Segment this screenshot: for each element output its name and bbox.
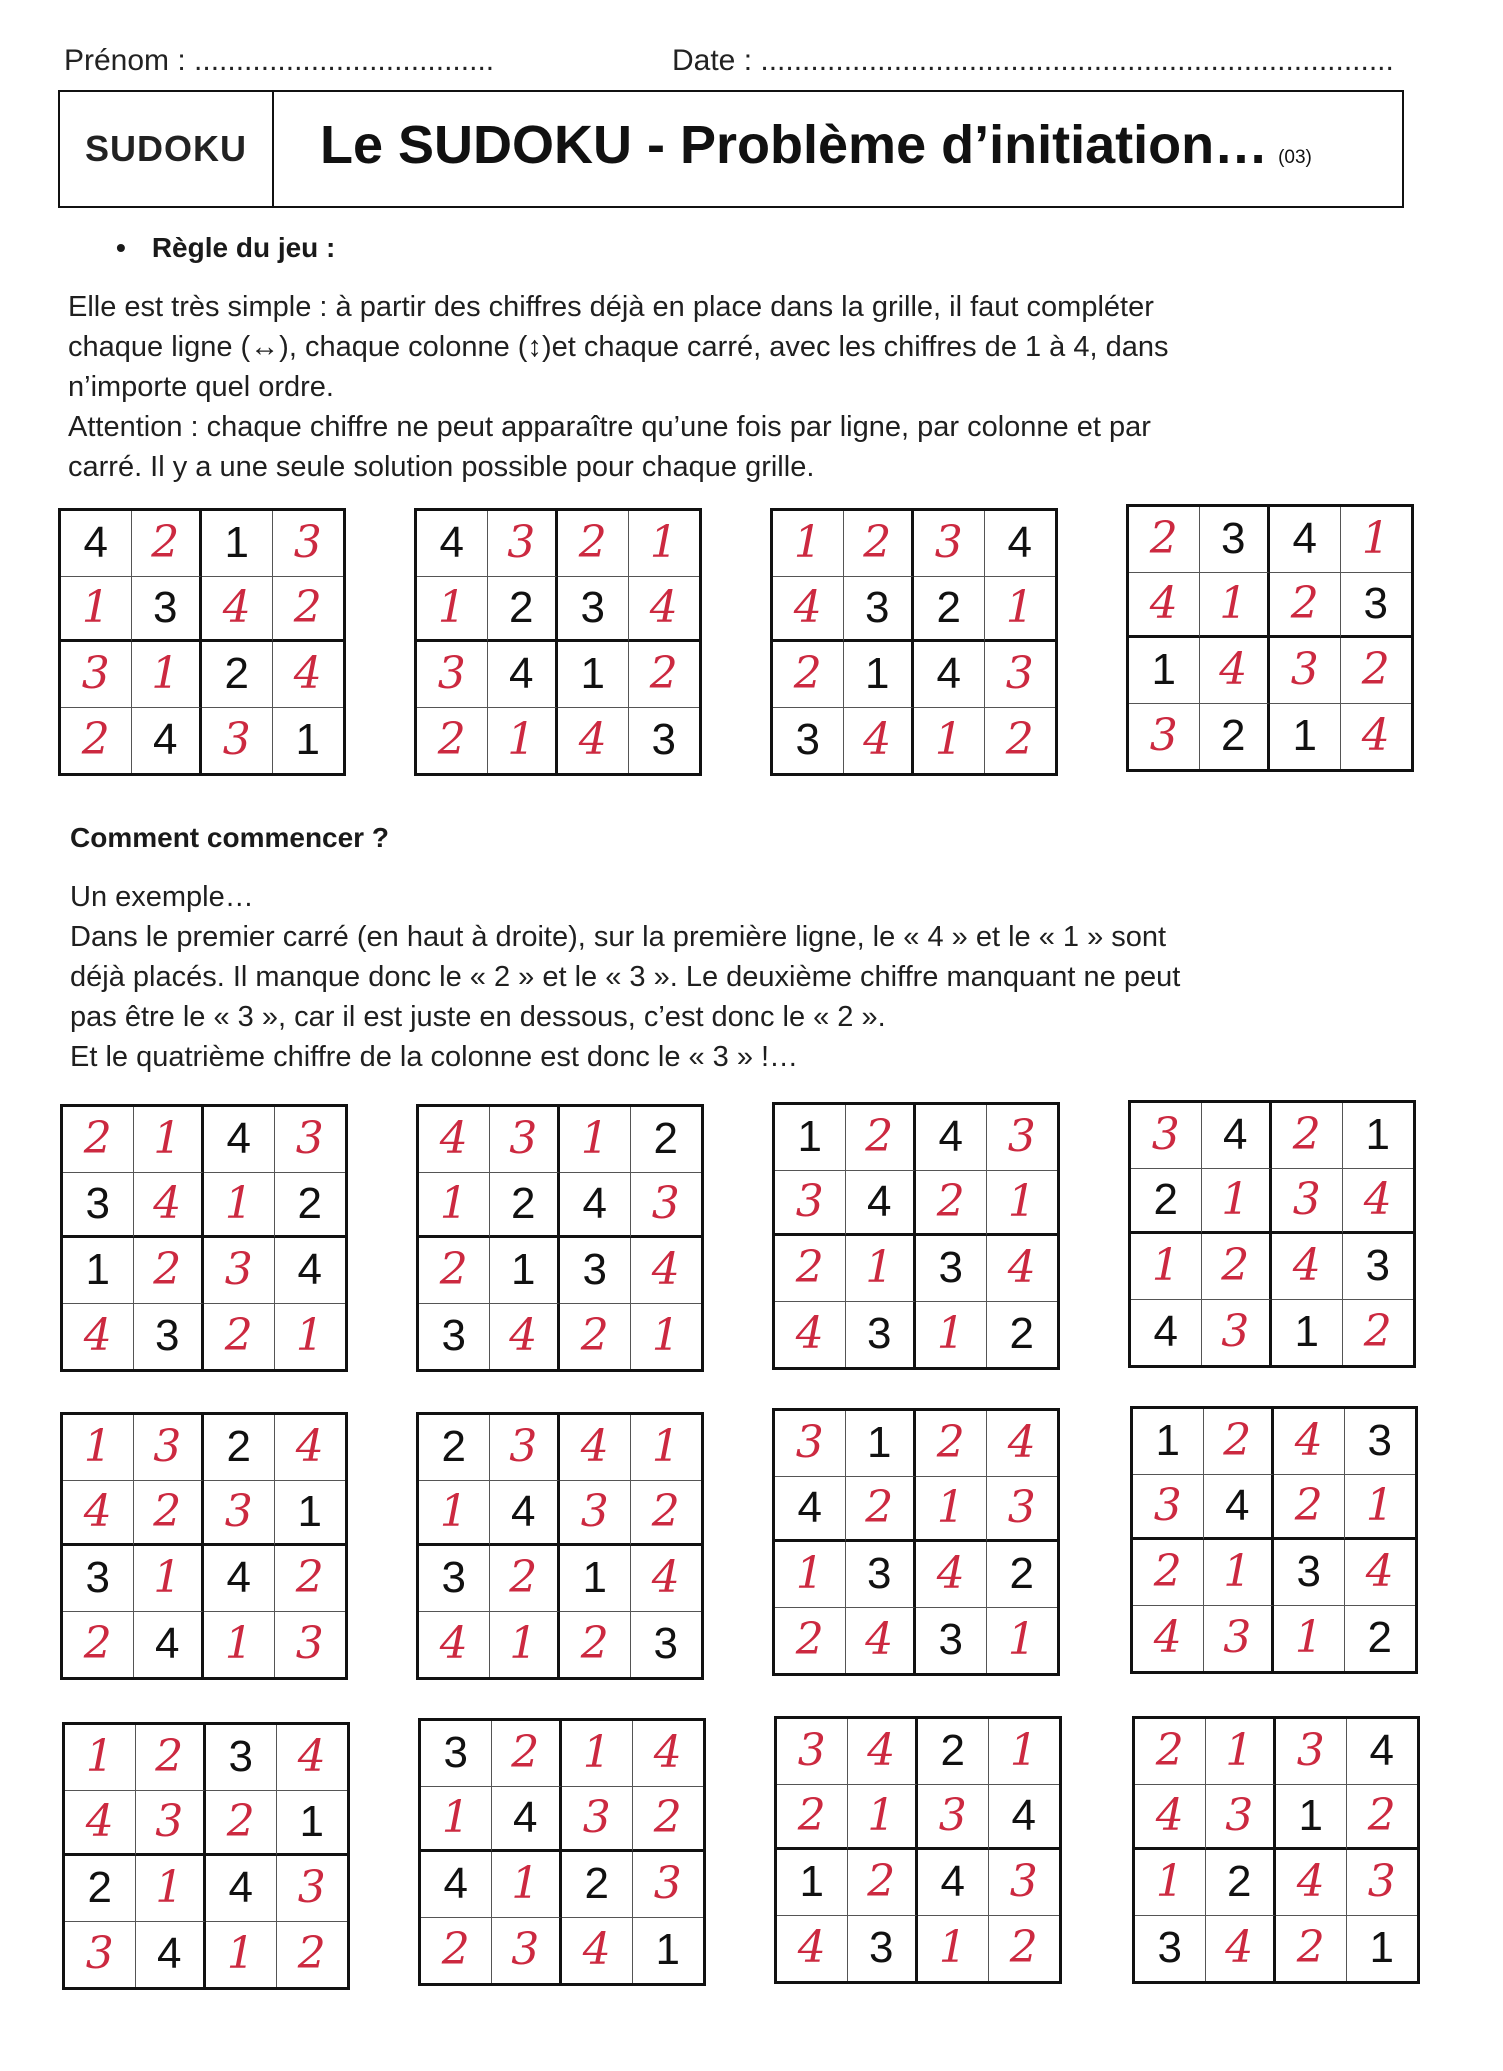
- handwritten-digit-cell[interactable]: 1: [1131, 1234, 1202, 1300]
- handwritten-digit-cell[interactable]: 2: [1202, 1234, 1273, 1300]
- handwritten-digit-cell[interactable]: 4: [1274, 1409, 1345, 1475]
- handwritten-digit-cell[interactable]: 3: [136, 1791, 207, 1857]
- given-digit-cell: 1: [490, 1238, 561, 1304]
- given-digit-cell: 1: [1369, 1923, 1394, 1973]
- handwritten-digit-cell[interactable]: 2: [490, 1546, 561, 1612]
- given-digit-cell: 1: [775, 1105, 846, 1171]
- given-digit-cell: 4: [136, 1922, 207, 1988]
- given-digit-cell: 3: [916, 1608, 987, 1674]
- handwritten-digit-cell[interactable]: 1: [1206, 1719, 1277, 1785]
- given-digit-cell: 4: [1347, 1719, 1418, 1785]
- handwritten-digit-cell[interactable]: 3: [488, 511, 559, 577]
- given-digit-cell: 4: [421, 1852, 492, 1918]
- handwritten-digit-cell[interactable]: 2: [134, 1481, 205, 1547]
- handwritten-digit-cell[interactable]: 2: [492, 1721, 563, 1787]
- handwritten-digit-cell[interactable]: 1: [488, 708, 559, 774]
- handwritten-digit-cell[interactable]: 1: [1135, 1850, 1206, 1916]
- bullet-icon: •: [116, 232, 126, 263]
- handwritten-digit-cell[interactable]: 4: [63, 1481, 134, 1547]
- handwritten-digit-cell[interactable]: 3: [134, 1415, 205, 1481]
- sudoku-grid: [772, 1102, 1060, 1370]
- handwritten-digit-cell[interactable]: 2: [273, 577, 344, 643]
- given-digit-cell: 1: [202, 511, 273, 577]
- handwritten-digit-cell[interactable]: 3: [1206, 1785, 1277, 1851]
- given-digit-cell: 4: [490, 1481, 561, 1547]
- handwritten-digit-cell[interactable]: 3: [417, 642, 488, 708]
- handwritten-digit-cell[interactable]: 4: [846, 1608, 917, 1674]
- handwritten-digit-cell[interactable]: 4: [1272, 1234, 1343, 1300]
- handwritten-digit-cell[interactable]: 2: [1274, 1475, 1345, 1541]
- rules-line: Elle est très simple : à partir des chiffres déjà en place dans la grille, il faut compléter: [68, 291, 1154, 323]
- rules-line: carré. Il y a une seule solution possible pour chaque grille.: [68, 451, 815, 483]
- handwritten-digit-cell[interactable]: 3: [65, 1922, 136, 1988]
- handwritten-digit-cell[interactable]: 2: [297, 1928, 326, 1980]
- given-digit-cell: 2: [1200, 704, 1271, 770]
- handwritten-digit-cell[interactable]: 2: [275, 1546, 346, 1612]
- given-digit-cell: 2: [490, 1173, 561, 1239]
- given-digit-cell: 4: [275, 1238, 346, 1304]
- handwritten-digit-cell[interactable]: 4: [562, 1918, 633, 1984]
- given-digit-cell: 1: [1129, 638, 1200, 704]
- given-digit-cell: 3: [848, 1916, 919, 1982]
- handwritten-digit-cell[interactable]: 1: [916, 1302, 987, 1368]
- handwritten-digit-cell[interactable]: 4: [629, 577, 700, 643]
- start-heading: Comment commencer ?: [70, 822, 389, 853]
- sudoku-grid: [770, 508, 1058, 776]
- handwritten-digit-cell[interactable]: 2: [63, 1612, 134, 1678]
- handwritten-digit-cell[interactable]: 2: [1135, 1719, 1206, 1785]
- handwritten-digit-cell[interactable]: 3: [295, 1618, 324, 1670]
- given-digit-cell: 1: [655, 1925, 680, 1975]
- handwritten-digit-cell[interactable]: 3: [1129, 704, 1200, 770]
- handwritten-digit-cell[interactable]: 3: [1270, 638, 1341, 704]
- given-digit-cell: 3: [1345, 1409, 1416, 1475]
- handwritten-digit-cell[interactable]: 3: [273, 511, 344, 577]
- sudoku-grid: [1130, 1406, 1418, 1674]
- title-box: [58, 90, 1404, 208]
- handwritten-digit-cell[interactable]: 3: [1204, 1606, 1275, 1672]
- handwritten-digit-cell[interactable]: 1: [421, 1787, 492, 1853]
- handwritten-digit-cell[interactable]: 4: [775, 1302, 846, 1368]
- handwritten-digit-cell[interactable]: 2: [419, 1238, 490, 1304]
- handwritten-digit-cell[interactable]: 2: [846, 1105, 917, 1171]
- handwritten-digit-cell[interactable]: 3: [918, 1785, 989, 1851]
- sudoku-grid: [414, 508, 702, 776]
- handwritten-digit-cell[interactable]: 3: [490, 1107, 561, 1173]
- handwritten-digit-cell[interactable]: 4: [273, 642, 344, 708]
- handwritten-digit-cell[interactable]: 3: [202, 708, 273, 774]
- handwritten-digit-cell[interactable]: 4: [1200, 638, 1271, 704]
- given-digit-cell: 3: [63, 1546, 134, 1612]
- rules-heading: [116, 232, 335, 264]
- prenom-label: Prénom : ....................................: [64, 44, 495, 77]
- sudoku-grid: [1126, 504, 1414, 772]
- handwritten-digit-cell[interactable]: 2: [916, 1411, 987, 1477]
- given-digit-cell: 3: [773, 708, 844, 774]
- handwritten-digit-cell[interactable]: 3: [987, 1105, 1058, 1171]
- handwritten-digit-cell[interactable]: 1: [985, 577, 1056, 643]
- given-digit-cell: 4: [488, 642, 559, 708]
- given-digit-cell: 2: [65, 1856, 136, 1922]
- handwritten-digit-cell[interactable]: 1: [492, 1852, 563, 1918]
- handwritten-digit-cell[interactable]: 3: [1276, 1719, 1347, 1785]
- start-line: Un exemple…: [70, 881, 254, 913]
- handwritten-digit-cell[interactable]: 2: [417, 708, 488, 774]
- worksheet-number: (03): [1278, 147, 1312, 168]
- handwritten-digit-cell[interactable]: 4: [1345, 1540, 1416, 1606]
- start-line: déjà placés. Il manque donc le « 2 » et le « 3 ». Le deuxième chiffre manquant ne peut: [70, 961, 1181, 993]
- handwritten-digit-cell[interactable]: 1: [916, 1477, 987, 1543]
- sudoku-grid: [1132, 1716, 1420, 1984]
- handwritten-digit-cell[interactable]: 3: [1347, 1850, 1418, 1916]
- given-digit-cell: 4: [61, 511, 132, 577]
- given-digit-cell: 2: [987, 1542, 1058, 1608]
- handwritten-digit-cell[interactable]: 1: [1200, 573, 1271, 639]
- given-digit-cell: 4: [989, 1785, 1060, 1851]
- handwritten-digit-cell[interactable]: 2: [421, 1918, 492, 1984]
- given-digit-cell: 4: [914, 642, 985, 708]
- rules-line: n’importe quel ordre.: [68, 371, 334, 403]
- given-digit-cell: 3: [421, 1721, 492, 1787]
- handwritten-digit-cell[interactable]: 4: [202, 577, 273, 643]
- handwritten-digit-cell[interactable]: 4: [848, 1719, 919, 1785]
- sudoku-grid: [62, 1722, 350, 1990]
- handwritten-digit-cell[interactable]: 2: [1363, 1306, 1392, 1358]
- handwritten-digit-cell[interactable]: 1: [560, 1107, 631, 1173]
- handwritten-digit-cell[interactable]: 4: [65, 1791, 136, 1857]
- handwritten-digit-cell[interactable]: 2: [1347, 1785, 1418, 1851]
- handwritten-digit-cell[interactable]: 1: [134, 1546, 205, 1612]
- sudoku-grid: [58, 508, 346, 776]
- handwritten-digit-cell[interactable]: 2: [63, 1107, 134, 1173]
- handwritten-digit-cell[interactable]: 1: [204, 1612, 275, 1678]
- given-digit-cell: 2: [562, 1852, 633, 1918]
- rules-text: [68, 287, 1413, 487]
- given-digit-cell: 3: [419, 1546, 490, 1612]
- handwritten-digit-cell[interactable]: 1: [1345, 1475, 1416, 1541]
- handwritten-digit-cell[interactable]: 4: [844, 708, 915, 774]
- handwritten-digit-cell[interactable]: 1: [989, 1719, 1060, 1785]
- handwritten-digit-cell[interactable]: 1: [1202, 1169, 1273, 1235]
- handwritten-digit-cell[interactable]: 2: [1270, 573, 1341, 639]
- start-line: Dans le premier carré (en haut à droite), sur la première ligne, le « 4 » et le « 1 » sont: [70, 921, 1167, 953]
- handwritten-digit-cell[interactable]: 1: [651, 1310, 680, 1362]
- rules-heading-text: Règle du jeu :: [151, 232, 336, 263]
- handwritten-digit-cell[interactable]: 2: [846, 1477, 917, 1543]
- handwritten-digit-cell[interactable]: 1: [914, 708, 985, 774]
- handwritten-digit-cell[interactable]: 2: [844, 511, 915, 577]
- handwritten-digit-cell[interactable]: 3: [61, 642, 132, 708]
- prenom-field[interactable]: [64, 44, 494, 78]
- handwritten-digit-cell[interactable]: 3: [277, 1856, 348, 1922]
- handwritten-digit-cell[interactable]: 3: [914, 511, 985, 577]
- handwritten-digit-cell[interactable]: 4: [419, 1612, 490, 1678]
- handwritten-digit-cell[interactable]: 4: [987, 1236, 1058, 1302]
- handwritten-digit-cell[interactable]: 3: [1272, 1169, 1343, 1235]
- handwritten-digit-cell[interactable]: 4: [1133, 1606, 1204, 1672]
- given-digit-cell: 3: [1343, 1234, 1414, 1300]
- handwritten-digit-cell[interactable]: 2: [631, 1481, 702, 1547]
- given-digit-cell: 4: [132, 708, 203, 774]
- handwritten-digit-cell[interactable]: 2: [775, 1608, 846, 1674]
- handwritten-digit-cell[interactable]: 4: [275, 1415, 346, 1481]
- handwritten-digit-cell[interactable]: 1: [417, 577, 488, 643]
- handwritten-digit-cell[interactable]: 2: [1133, 1540, 1204, 1606]
- handwritten-digit-cell[interactable]: 4: [631, 1546, 702, 1612]
- handwritten-digit-cell[interactable]: 1: [134, 1107, 205, 1173]
- handwritten-digit-cell[interactable]: 1: [1341, 507, 1412, 573]
- given-digit-cell: 2: [419, 1415, 490, 1481]
- given-digit-cell: 4: [1131, 1300, 1202, 1366]
- handwritten-digit-cell[interactable]: 2: [916, 1171, 987, 1237]
- handwritten-digit-cell[interactable]: 4: [916, 1542, 987, 1608]
- given-digit-cell: 4: [1270, 507, 1341, 573]
- handwritten-digit-cell[interactable]: 2: [136, 1725, 207, 1791]
- handwritten-digit-cell[interactable]: 2: [1009, 1922, 1038, 1974]
- given-digit-cell: 1: [1343, 1103, 1414, 1169]
- title-label: Le SUDOKU - Problème d’initiation…: [320, 115, 1269, 175]
- handwritten-digit-cell[interactable]: 3: [560, 1481, 631, 1547]
- handwritten-digit-cell[interactable]: 4: [1135, 1785, 1206, 1851]
- handwritten-digit-cell[interactable]: 2: [1276, 1916, 1347, 1982]
- handwritten-digit-cell[interactable]: 3: [777, 1719, 848, 1785]
- handwritten-digit-cell[interactable]: 4: [631, 1238, 702, 1304]
- handwritten-digit-cell[interactable]: 2: [204, 1304, 275, 1370]
- handwritten-digit-cell[interactable]: 4: [1343, 1169, 1414, 1235]
- handwritten-digit-cell[interactable]: 4: [63, 1304, 134, 1370]
- given-digit-cell: 1: [275, 1481, 346, 1547]
- given-digit-cell: 4: [985, 511, 1056, 577]
- handwritten-digit-cell[interactable]: 1: [419, 1481, 490, 1547]
- start-text: [70, 877, 1415, 1077]
- given-digit-cell: 4: [846, 1171, 917, 1237]
- handwritten-digit-cell[interactable]: 3: [633, 1852, 704, 1918]
- handwritten-digit-cell[interactable]: 1: [848, 1785, 919, 1851]
- logo-text: SUDOKU: [84, 128, 247, 169]
- sudoku-grid: [60, 1104, 348, 1372]
- sudoku-grid: [416, 1412, 704, 1680]
- handwritten-digit-cell[interactable]: 1: [65, 1725, 136, 1791]
- given-digit-cell: 4: [1202, 1103, 1273, 1169]
- given-digit-cell: 4: [1204, 1475, 1275, 1541]
- handwritten-digit-cell[interactable]: 2: [132, 511, 203, 577]
- handwritten-digit-cell[interactable]: 1: [918, 1916, 989, 1982]
- given-digit-cell: 3: [132, 577, 203, 643]
- given-digit-cell: 1: [1272, 1300, 1343, 1366]
- sudoku-logo: [60, 92, 274, 206]
- handwritten-digit-cell[interactable]: 2: [560, 1612, 631, 1678]
- handwritten-digit-cell[interactable]: 2: [777, 1785, 848, 1851]
- handwritten-digit-cell[interactable]: 4: [1361, 710, 1390, 762]
- start-line: pas être le « 3 », car il est juste en dessous, c’est donc le « 2 ».: [70, 1001, 886, 1033]
- handwritten-digit-cell[interactable]: 4: [773, 577, 844, 643]
- handwritten-digit-cell[interactable]: 1: [1007, 1614, 1036, 1666]
- sudoku-grid: [60, 1412, 348, 1680]
- handwritten-digit-cell[interactable]: 2: [1341, 638, 1412, 704]
- handwritten-digit-cell[interactable]: 1: [63, 1415, 134, 1481]
- given-digit-cell: 1: [1276, 1785, 1347, 1851]
- handwritten-digit-cell[interactable]: 2: [1005, 714, 1034, 766]
- date-field[interactable]: [672, 44, 1394, 78]
- handwritten-digit-cell[interactable]: 4: [277, 1725, 348, 1791]
- given-digit-cell: 1: [277, 1791, 348, 1857]
- handwritten-digit-cell[interactable]: 4: [777, 1916, 848, 1982]
- handwritten-digit-cell[interactable]: 4: [134, 1173, 205, 1239]
- handwritten-digit-cell[interactable]: 3: [989, 1850, 1060, 1916]
- handwritten-digit-cell[interactable]: 3: [631, 1173, 702, 1239]
- handwritten-digit-cell[interactable]: 1: [295, 1310, 324, 1362]
- handwritten-digit-cell[interactable]: 2: [206, 1791, 277, 1857]
- handwritten-digit-cell[interactable]: 1: [206, 1922, 277, 1988]
- given-digit-cell: 3: [560, 1238, 631, 1304]
- handwritten-digit-cell[interactable]: 1: [1204, 1540, 1275, 1606]
- given-digit-cell: 2: [202, 642, 273, 708]
- given-digit-cell: 3: [134, 1304, 205, 1370]
- given-digit-cell: 3: [653, 1619, 678, 1669]
- handwritten-digit-cell[interactable]: 2: [848, 1850, 919, 1916]
- handwritten-digit-cell[interactable]: 2: [1129, 507, 1200, 573]
- given-digit-cell: 2: [1131, 1169, 1202, 1235]
- handwritten-digit-cell[interactable]: 1: [629, 511, 700, 577]
- given-digit-cell: 1: [560, 1546, 631, 1612]
- given-digit-cell: 4: [918, 1850, 989, 1916]
- handwritten-digit-cell[interactable]: 2: [773, 642, 844, 708]
- given-digit-cell: 2: [275, 1173, 346, 1239]
- rules-line: Attention : chaque chiffre ne peut apparaître qu’une fois par ligne, par colonne et par: [68, 411, 1151, 443]
- handwritten-digit-cell[interactable]: 2: [775, 1236, 846, 1302]
- handwritten-digit-cell[interactable]: 4: [1206, 1916, 1277, 1982]
- handwritten-digit-cell[interactable]: 3: [490, 1415, 561, 1481]
- handwritten-digit-cell[interactable]: 2: [633, 1787, 704, 1853]
- handwritten-digit-cell[interactable]: 4: [560, 1415, 631, 1481]
- handwritten-digit-cell[interactable]: 1: [562, 1721, 633, 1787]
- given-digit-cell: 3: [1341, 573, 1412, 639]
- given-digit-cell: 3: [651, 715, 676, 765]
- given-digit-cell: 2: [1367, 1613, 1392, 1663]
- given-digit-cell: 4: [134, 1612, 205, 1678]
- handwritten-digit-cell[interactable]: 2: [1272, 1103, 1343, 1169]
- handwritten-digit-cell[interactable]: 3: [1133, 1475, 1204, 1541]
- handwritten-digit-cell[interactable]: 2: [134, 1238, 205, 1304]
- handwritten-digit-cell[interactable]: 3: [987, 1477, 1058, 1543]
- handwritten-digit-cell[interactable]: 1: [490, 1612, 561, 1678]
- given-digit-cell: 1: [1133, 1409, 1204, 1475]
- sudoku-grid: [416, 1104, 704, 1372]
- handwritten-digit-cell[interactable]: 1: [136, 1856, 207, 1922]
- given-digit-cell: 2: [1009, 1309, 1034, 1359]
- given-digit-cell: 3: [206, 1725, 277, 1791]
- handwritten-digit-cell[interactable]: 1: [1274, 1606, 1345, 1672]
- given-digit-cell: 3: [419, 1304, 490, 1370]
- given-digit-cell: 4: [206, 1856, 277, 1922]
- given-digit-cell: 2: [631, 1107, 702, 1173]
- handwritten-digit-cell[interactable]: 1: [419, 1173, 490, 1239]
- start-line: Et le quatrième chiffre de la colonne est donc le « 3 » !…: [70, 1041, 799, 1073]
- given-digit-cell: 4: [775, 1477, 846, 1543]
- handwritten-digit-cell[interactable]: 2: [558, 511, 629, 577]
- given-digit-cell: 4: [560, 1173, 631, 1239]
- handwritten-digit-cell[interactable]: 2: [560, 1304, 631, 1370]
- given-digit-cell: 3: [1274, 1540, 1345, 1606]
- handwritten-digit-cell[interactable]: 4: [633, 1721, 704, 1787]
- handwritten-digit-cell[interactable]: 4: [1129, 573, 1200, 639]
- date-label: Date : ............................................................................: [672, 44, 1394, 77]
- given-digit-cell: 2: [204, 1415, 275, 1481]
- handwritten-digit-cell[interactable]: 3: [1202, 1300, 1273, 1366]
- handwritten-digit-cell[interactable]: 4: [987, 1411, 1058, 1477]
- handwritten-digit-cell[interactable]: 1: [132, 642, 203, 708]
- given-digit-cell: 1: [777, 1850, 848, 1916]
- handwritten-digit-cell[interactable]: 1: [61, 577, 132, 643]
- given-digit-cell: 2: [1206, 1850, 1277, 1916]
- given-digit-cell: 3: [846, 1302, 917, 1368]
- sudoku-grid: [772, 1408, 1060, 1676]
- handwritten-digit-cell[interactable]: 3: [775, 1411, 846, 1477]
- given-digit-cell: 1: [558, 642, 629, 708]
- sudoku-grid: [418, 1718, 706, 1986]
- handwritten-digit-cell[interactable]: 3: [275, 1107, 346, 1173]
- handwritten-digit-cell[interactable]: 4: [490, 1304, 561, 1370]
- handwritten-digit-cell[interactable]: 3: [1131, 1103, 1202, 1169]
- given-digit-cell: 4: [204, 1546, 275, 1612]
- handwritten-digit-cell[interactable]: 1: [846, 1236, 917, 1302]
- handwritten-digit-cell[interactable]: 3: [492, 1918, 563, 1984]
- handwritten-digit-cell[interactable]: 1: [773, 511, 844, 577]
- handwritten-digit-cell[interactable]: 3: [204, 1481, 275, 1547]
- handwritten-digit-cell[interactable]: 2: [61, 708, 132, 774]
- handwritten-digit-cell[interactable]: 1: [987, 1171, 1058, 1237]
- given-digit-cell: 4: [492, 1787, 563, 1853]
- given-digit-cell: 4: [916, 1105, 987, 1171]
- handwritten-digit-cell[interactable]: 2: [629, 642, 700, 708]
- handwritten-digit-cell[interactable]: 4: [558, 708, 629, 774]
- given-digit-cell: 3: [844, 577, 915, 643]
- handwritten-digit-cell[interactable]: 3: [204, 1238, 275, 1304]
- handwritten-digit-cell[interactable]: 3: [562, 1787, 633, 1853]
- handwritten-digit-cell[interactable]: 2: [1204, 1409, 1275, 1475]
- given-digit-cell: 1: [844, 642, 915, 708]
- handwritten-digit-cell[interactable]: 4: [1276, 1850, 1347, 1916]
- given-digit-cell: 4: [417, 511, 488, 577]
- handwritten-digit-cell[interactable]: 3: [985, 642, 1056, 708]
- given-digit-cell: 2: [918, 1719, 989, 1785]
- given-digit-cell: 3: [1200, 507, 1271, 573]
- rules-line: chaque ligne (↔), chaque colonne (↕)et chaque carré, avec les chiffres de 1 à 4, dans: [68, 331, 1169, 363]
- handwritten-digit-cell[interactable]: 1: [204, 1173, 275, 1239]
- given-digit-cell: 3: [63, 1173, 134, 1239]
- given-digit-cell: 1: [846, 1411, 917, 1477]
- handwritten-digit-cell[interactable]: 4: [419, 1107, 490, 1173]
- given-digit-cell: 1: [1270, 704, 1341, 770]
- given-digit-cell: 1: [295, 715, 320, 765]
- given-digit-cell: 3: [846, 1542, 917, 1608]
- given-digit-cell: 3: [558, 577, 629, 643]
- handwritten-digit-cell[interactable]: 1: [631, 1415, 702, 1481]
- given-digit-cell: 2: [914, 577, 985, 643]
- page-title: [320, 114, 1312, 176]
- handwritten-digit-cell[interactable]: 3: [775, 1171, 846, 1237]
- sudoku-grid: [1128, 1100, 1416, 1368]
- given-digit-cell: 4: [204, 1107, 275, 1173]
- handwritten-digit-cell[interactable]: 1: [775, 1542, 846, 1608]
- sudoku-grid: [774, 1716, 1062, 1984]
- given-digit-cell: 3: [1135, 1916, 1206, 1982]
- given-digit-cell: 3: [916, 1236, 987, 1302]
- given-digit-cell: 1: [63, 1238, 134, 1304]
- given-digit-cell: 2: [488, 577, 559, 643]
